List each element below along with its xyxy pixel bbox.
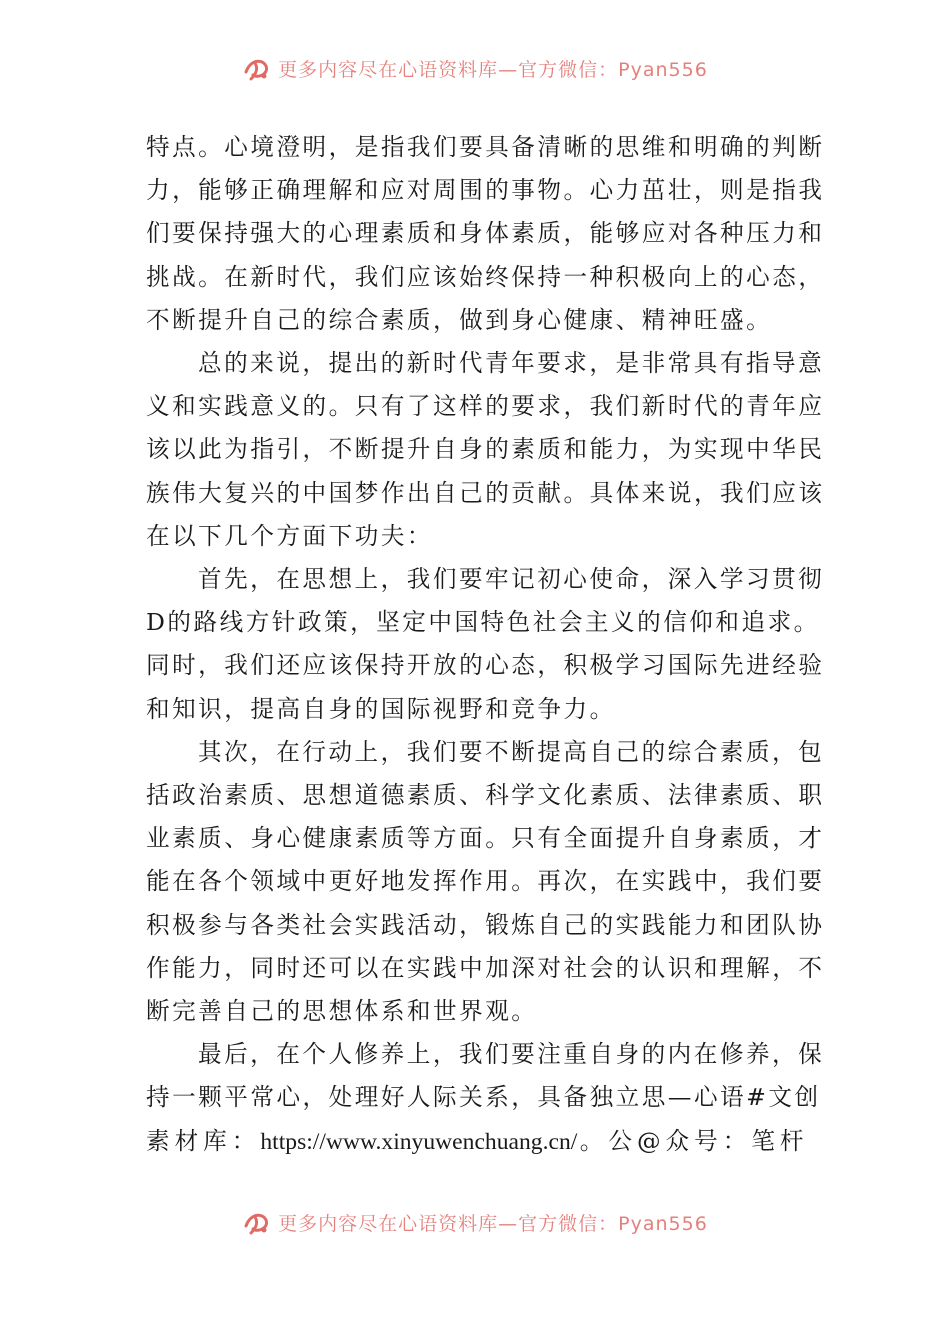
text-line: 同时，我们还应该保持开放的心态，积极学习国际先进经验 — [146, 651, 825, 680]
brand-logo-icon — [242, 1208, 272, 1236]
text-line: 持一颗平常心，处理好人际关系，具备独立思—心语#文创 — [146, 1083, 821, 1112]
paragraph-5 — [146, 1033, 825, 1164]
paragraph-3 — [146, 558, 825, 731]
text-line: D的路线方针政策，坚定中国特色社会主义的信仰和追求。 — [146, 608, 820, 637]
text-line: 特点。心境澄明，是指我们要具备清晰的思维和明确的判断 — [146, 133, 825, 161]
watermark-text: 更多内容尽在心语资料库—官方微信：Pyan556 — [278, 58, 708, 81]
website-link[interactable]: https://www.xinyuwenchuang.cn/ — [260, 1128, 578, 1155]
text-line — [146, 1120, 806, 1164]
text-line: 不断提升自己的综合素质，做到身心健康、精神旺盛。 — [146, 305, 773, 334]
text-line: 力，能够正确理解和应对周围的事物。心力茁壮，则是指我 — [146, 176, 825, 205]
text-line: 能在各个领域中更好地发挥作用。再次，在实践中，我们要 — [146, 867, 825, 896]
paragraph-1 — [146, 126, 825, 342]
header-watermark — [0, 52, 950, 84]
footer-watermark — [0, 1206, 950, 1238]
text-line: 和知识，提高自身的国际视野和竞争力。 — [146, 694, 616, 723]
text-line: 挑战。在新时代，我们应该始终保持一种积极向上的心态， — [146, 262, 825, 291]
text-line: 业素质、身心健康素质等方面。只有全面提升自身素质，才 — [146, 824, 825, 853]
text-line: 族伟大复兴的中国梦作出自己的贡献。具体来说，我们应该 — [146, 478, 825, 507]
text-line: 作能力，同时还可以在实践中加深对社会的认识和理解，不 — [146, 953, 825, 982]
text-line: 括政治素质、思想道德素质、科学文化素质、法律素质、职 — [146, 781, 825, 810]
text-line: 最后，在个人修养上，我们要注重自身的内在修养，保 — [198, 1040, 825, 1069]
watermark-text: 更多内容尽在心语资料库—官方微信：Pyan556 — [278, 1212, 708, 1235]
document-body — [146, 126, 825, 1164]
text-segment: 。公@众号：笔杆 — [577, 1126, 807, 1155]
paragraph-2 — [146, 342, 825, 558]
text-line: 首先，在思想上，我们要牢记初心使命，深入学习贯彻 — [198, 565, 825, 594]
text-line: 该以此为指引，不断提升自身的素质和能力，为实现中华民 — [146, 435, 825, 464]
text-line: 总的来说，提出的新时代青年要求，是非常具有指导意 — [198, 349, 825, 378]
text-line: 们要保持强大的心理素质和身体素质，能够应对各种压力和 — [146, 219, 825, 248]
paragraph-4 — [146, 731, 825, 1033]
text-line: 积极参与各类社会实践活动，锻炼自己的实践能力和团队协 — [146, 910, 825, 939]
text-segment: 素材库： — [146, 1126, 261, 1155]
text-line: 义和实践意义的。只有了这样的要求，我们新时代的青年应 — [146, 392, 825, 421]
text-line: 断完善自己的思想体系和世界观。 — [146, 997, 538, 1026]
brand-logo-icon — [242, 54, 272, 82]
text-line: 其次，在行动上，我们要不断提高自己的综合素质，包 — [198, 737, 825, 766]
text-line: 在以下几个方面下功夫： — [146, 521, 434, 550]
